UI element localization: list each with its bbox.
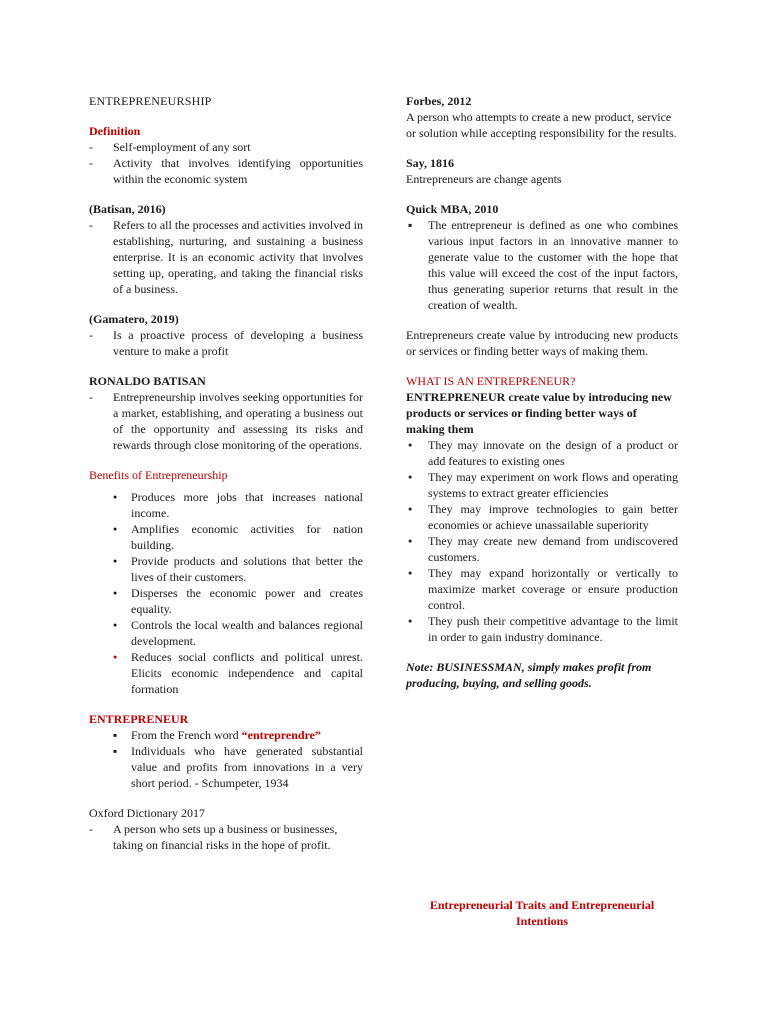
- batisan-2016-heading: (Batisan, 2016): [89, 202, 166, 216]
- ronaldo-batisan-list: [89, 389, 363, 453]
- gamatero-2019-heading: (Gamatero, 2019): [89, 312, 179, 326]
- say-text: Entrepreneurs are change agents: [406, 172, 562, 186]
- list-item: ▪ The entrepreneur is defined as one who combines various input factors in an innovative manner to generate value to the customer with the hope that this value will exceed the cost of the input factors, thus generating superior returns that result in the creation of wealth.: [406, 217, 678, 313]
- list-item: - A person who sets up a business or businesses, taking on financial risks in the hope of profit.: [89, 821, 363, 853]
- section-footer-title: Entrepreneurial Traits and Entrepreneurial Intentions: [429, 898, 655, 928]
- what-list: [406, 437, 678, 645]
- ronaldo-batisan-heading: RONALDO BATISAN: [89, 374, 206, 388]
- list-item: ● They push their competitive advantage to the limit in order to gain industry dominance.: [406, 613, 678, 645]
- definition-list: [89, 139, 363, 187]
- list-item: ▪ Individuals who have generated substantial value and profits from innovations in a very short period. - Schumpeter, 1934: [89, 743, 363, 791]
- list-item: ● They may create new demand from undiscovered customers.: [406, 533, 678, 565]
- left-column: [89, 93, 363, 853]
- quickmba-heading: Quick MBA, 2010: [406, 202, 499, 216]
- list-item: ● Provide products and solutions that better the lives of their customers.: [89, 553, 363, 585]
- list-item: ● They may expand horizontally or vertically to maximize market coverage or ensure production control.: [406, 565, 678, 613]
- list-item: - Refers to all the processes and activities involved in establishing, nurturing, and sustaining a business enterprise. It is an economic activity that involves setting up, operating, and taking the financial risks of a business.: [89, 217, 363, 297]
- list-item: [89, 727, 363, 743]
- list-item: ● They may experiment on work flows and operating systems to extract greater efficiencies: [406, 469, 678, 501]
- list-item: ● They may innovate on the design of a product or add features to existing ones: [406, 437, 678, 469]
- list-item: ● Produces more jobs that increases national income.: [89, 489, 363, 521]
- what-heading: WHAT IS AN ENTREPRENEUR?: [406, 374, 576, 388]
- right-column: [406, 93, 678, 691]
- value-paragraph: Entrepreneurs create value by introducing new products or services or finding better ways of making them.: [406, 328, 678, 358]
- french-word-prefix: From the French word: [131, 728, 242, 742]
- entrepreneur-list: [89, 727, 363, 791]
- benefits-heading: Benefits of Entrepreneurship: [89, 468, 228, 482]
- quickmba-list: [406, 217, 678, 313]
- businessman-note: Note: BUSINESSMAN, simply makes profit from producing, buying, and selling goods.: [406, 660, 652, 690]
- entrepreneur-heading: ENTREPRENEUR: [89, 712, 189, 726]
- french-word: “entreprendre”: [241, 728, 321, 742]
- list-item: ● Amplifies economic activities for nation building.: [89, 521, 363, 553]
- oxford-heading: Oxford Dictionary 2017: [89, 806, 205, 820]
- list-item: - Is a proactive process of developing a business venture to make a profit: [89, 327, 363, 359]
- gamatero-2019-list: [89, 327, 363, 359]
- list-item: - Activity that involves identifying opportunities within the economic system: [89, 155, 363, 187]
- batisan-2016-list: [89, 217, 363, 297]
- list-item: - Self-employment of any sort: [89, 139, 363, 155]
- say-heading: Say, 1816: [406, 156, 455, 170]
- forbes-text: A person who attempts to create a new product, service or solution while accepting responsibility for the results.: [406, 110, 677, 140]
- benefits-list: [89, 489, 363, 697]
- list-item: - Entrepreneurship involves seeking opportunities for a market, establishing, and operating a business out of the opportunity and assessing its risks and rewards through close monitoring of the operations.: [89, 389, 363, 453]
- list-item: ● Disperses the economic power and creates equality.: [89, 585, 363, 617]
- forbes-heading: Forbes, 2012: [406, 94, 472, 108]
- definition-heading: Definition: [89, 124, 141, 138]
- oxford-list: [89, 821, 363, 853]
- document-title: ENTREPRENEURSHIP: [89, 94, 212, 108]
- list-item: ● Reduces social conflicts and political unrest. Elicits economic independence and capital formation: [89, 649, 363, 697]
- list-item: ● Controls the local wealth and balances regional development.: [89, 617, 363, 649]
- what-lead: ENTREPRENEUR create value by introducing new products or services or finding better ways of making them: [406, 390, 672, 436]
- list-item: ● They may improve technologies to gain better economies or achieve unassailable superiority: [406, 501, 678, 533]
